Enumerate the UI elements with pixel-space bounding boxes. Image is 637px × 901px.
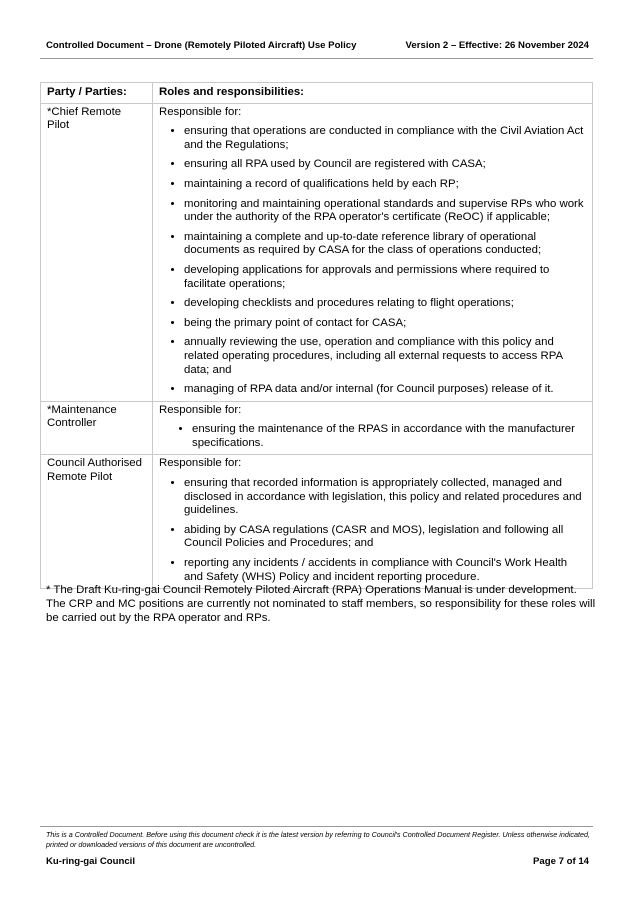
document-title: Controlled Document – Drone (Remotely Piloted Aircraft) Use Policy [46,40,357,51]
list-item: • monitoring and maintaining operational standards and supervise RPs who work under the authority of the RPA operator's certificate (ReOC) if applicable; [184,198,586,225]
header-divider [40,58,593,59]
party-cell: *Chief Remote Pilot [41,103,153,401]
version-info: Version 2 – Effective: 26 November 2024 [405,40,589,51]
roles-cell [153,455,593,589]
page-footer [46,856,589,867]
roles-cell [153,103,593,401]
list-item: • developing checklists and procedures relating to flight operations; [184,297,586,311]
list-item: • ensuring that recorded information is appropriately collected, managed and disclosed in accordance with legislation, this policy and related procedures and guidelines. [184,477,586,518]
table-row [41,401,593,455]
page-number: Page 7 of 14 [533,856,589,867]
list-item: • reporting any incidents / accidents in compliance with Council's Work Health and Safety (WHS) Policy and incident reporting procedure. [184,557,586,584]
list-item: • managing of RPA data and/or internal (for Council purposes) release of it. [184,383,586,397]
table-row [41,103,593,401]
list-item: • ensuring the maintenance of the RPAS in accordance with the manufacturer specifications. [192,423,586,450]
responsibility-intro: Responsible for: [159,403,242,416]
footer-divider [40,826,593,827]
list-item: • abiding by CASA regulations (CASR and MOS), legislation and following all Council Policies and Procedures; and [184,524,586,551]
footnote: * The Draft Ku-ring-gai Council Remotely Piloted Aircraft (RPA) Operations Manual is under development. The CRP and MC positions are currently not nominated to staff members, so responsibility for these roles will be carried out by the RPA operator and RPs. [46,584,596,624]
page-header [46,40,589,51]
responsibility-list [159,125,586,397]
roles-cell [153,401,593,455]
roles-table [40,82,593,589]
responsibility-intro: Responsible for: [159,105,242,118]
list-item: • ensuring that operations are conducted in compliance with the Civil Aviation Act and the Regulations; [184,125,586,152]
party-cell: *Maintenance Controller [41,401,153,455]
roles-column-header: Roles and responsibilities: [153,83,593,104]
responsibility-list [159,477,586,584]
responsibility-intro: Responsible for: [159,457,242,470]
list-item: • maintaining a complete and up-to-date reference library of operational documents as required by CASA for the class of operations conducted; [184,231,586,258]
controlled-document-notice: This is a Controlled Document. Before using this document check it is the latest version by referring to Council's Controlled Document Register. Unless otherwise indicated, printed or downloaded versions of this document are uncontrolled. [46,830,591,849]
list-item: • being the primary point of contact for CASA; [184,317,586,331]
list-item: • annually reviewing the use, operation and compliance with this policy and related operating procedures, including all external requests to access RPA data; and [184,336,586,377]
table-header-row [41,83,593,104]
list-item: • ensuring all RPA used by Council are registered with CASA; [184,158,586,172]
table-row [41,455,593,589]
list-item: • developing applications for approvals and permissions where required to facilitate operations; [184,264,586,291]
organisation-name: Ku-ring-gai Council [46,856,135,867]
party-column-header: Party / Parties: [41,83,153,104]
party-cell: Council Authorised Remote Pilot [41,455,153,589]
responsibility-list [159,423,586,450]
list-item: • maintaining a record of qualifications held by each RP; [184,178,586,192]
